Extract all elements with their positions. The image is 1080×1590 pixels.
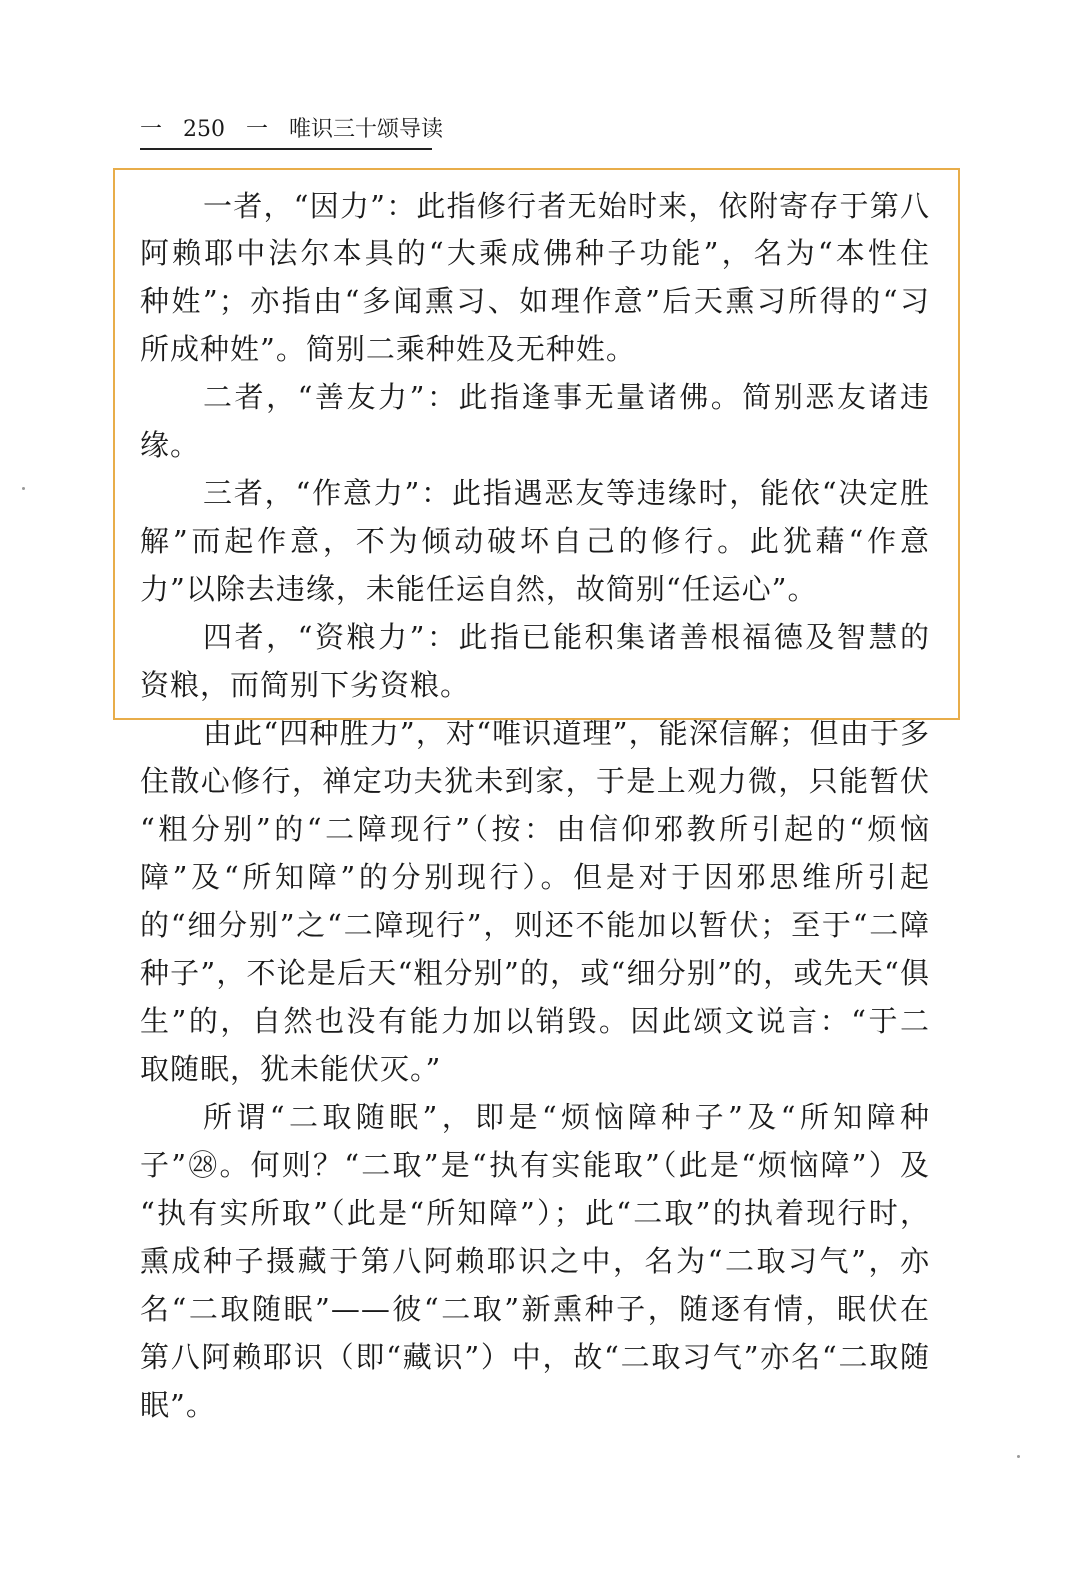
text-line: 第八阿赖耶识（即“藏识”）中，故“二取习气”亦名“二取随 — [140, 1340, 930, 1374]
text-line: “粗分别”的“二障现行”（按：由信仰邪教所引起的“烦恼 — [140, 812, 930, 846]
text-line: 取随眠，犹未能伏灭。” — [140, 1052, 442, 1086]
text-line: 所成种姓”。简别二乘种姓及无种姓。 — [140, 332, 636, 366]
text-line: 力”以除去违缘，未能任运自然，故简别“任运心”。 — [140, 572, 818, 606]
text-line: 三者，“作意力”：此指遇恶友等违缘时，能依“决定胜 — [203, 476, 930, 510]
header-dash-right: 一 — [246, 117, 269, 142]
text-line: 子”㉘。何则？“二取”是“执有实能取”（此是“烦恼障”）及 — [140, 1148, 930, 1182]
text-line: 缘。 — [140, 428, 201, 462]
text-line: 障”及“所知障”的分别现行）。但是对于因邪思维所引起 — [140, 860, 930, 894]
text-line: “执有实所取”（此是“所知障”）；此“二取”的执着现行时， — [140, 1196, 930, 1230]
text-line: 种姓”；亦指由“多闻熏习、如理作意”后天熏习所得的“习 — [140, 284, 930, 318]
text-line: 住散心修行，禅定功夫犹未到家，于是上观力微，只能暂伏 — [140, 764, 930, 798]
header-dash-left: 一 — [140, 117, 163, 142]
text-line: 生”的，自然也没有能力加以销毁。因此颂文说言：“于二 — [140, 1004, 930, 1038]
text-line: 四者，“资粮力”：此指已能积集诸善根福德及智慧的 — [203, 620, 930, 654]
text-line: 一者，“因力”：此指修行者无始时来，依附寄存于第八 — [203, 189, 930, 223]
text-line: 熏成种子摄藏于第八阿赖耶识之中，名为“二取习气”，亦 — [140, 1244, 930, 1278]
text-line: 资粮，而简别下劣资粮。 — [140, 668, 471, 702]
text-line: 解”而起作意，不为倾动破坏自己的修行。此犹藉“作意 — [140, 524, 930, 558]
scan-speck — [22, 487, 25, 490]
scan-speck — [1017, 1455, 1020, 1458]
text-line: 的“细分别”之“二障现行”，则还不能加以暂伏；至于“二障 — [140, 908, 930, 942]
text-line: 名“二取随眠”——彼“二取”新熏种子，随逐有情，眠伏在 — [140, 1292, 930, 1326]
text-line: 由此“四种胜力”，对“唯识道理”，能深信解；但由于多 — [203, 716, 930, 750]
text-line: 种子”，不论是后天“粗分别”的，或“细分别”的，或先天“俱 — [140, 956, 930, 990]
text-line: 所谓“二取随眠”，即是“烦恼障种子”及“所知障种 — [203, 1100, 930, 1134]
page-number: 250 — [183, 117, 226, 142]
text-line: 阿赖耶中法尔本具的“大乘成佛种子功能”，名为“本性住 — [140, 236, 930, 270]
text-line: 二者，“善友力”：此指逢事无量诸佛。简别恶友诸违 — [203, 380, 930, 414]
running-header — [140, 112, 444, 150]
book-title: 唯识三十颂导读 — [289, 117, 444, 142]
text-line: 眠”。 — [140, 1388, 216, 1422]
